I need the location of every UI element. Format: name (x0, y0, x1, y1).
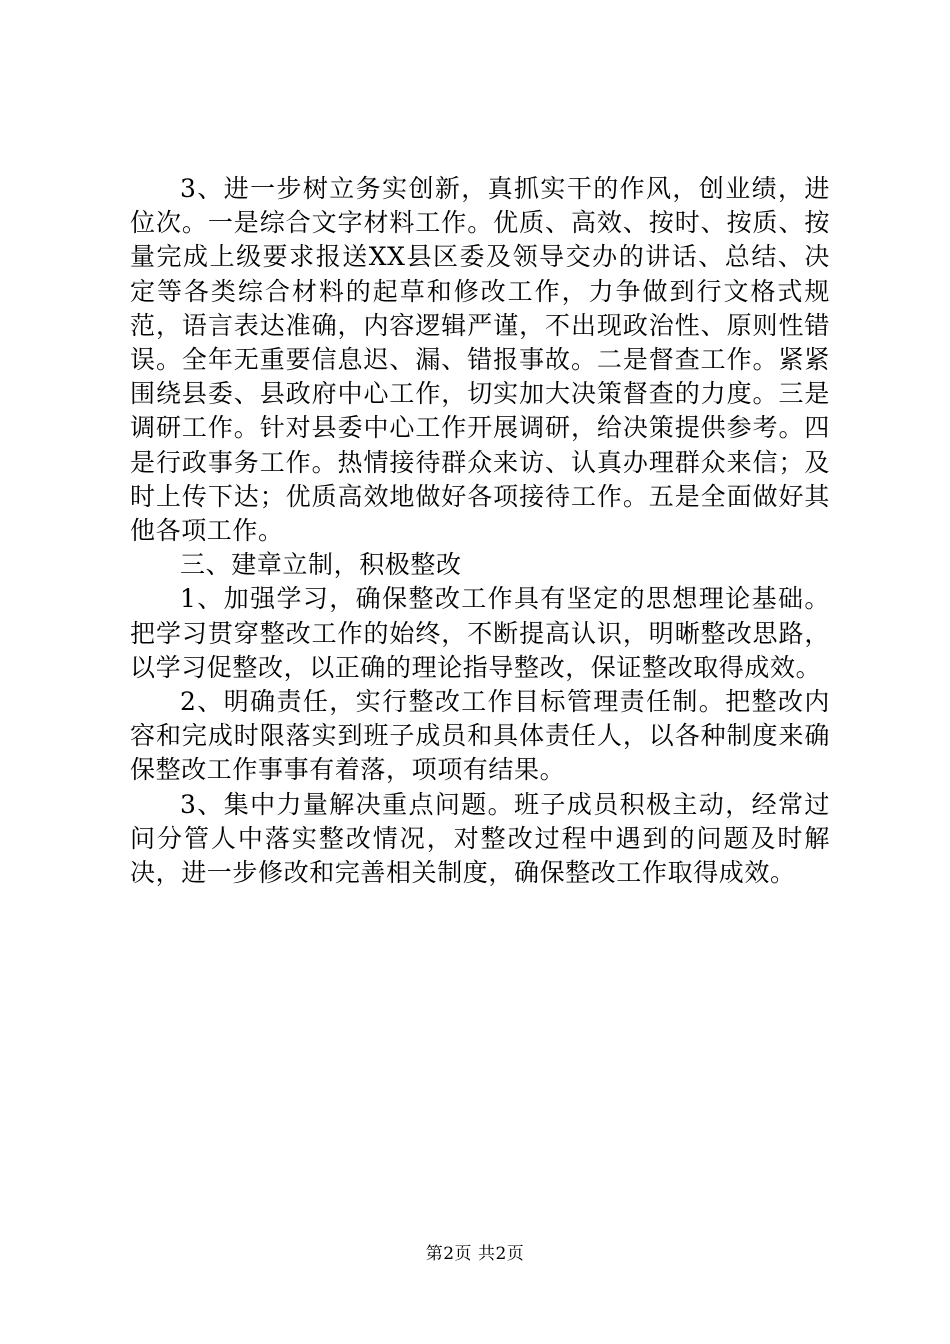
paragraph-key-issues: 3、集中力量解决重点问题。班子成员积极主动，经常过问分管人中落实整改情况，对整改过程中遇到的问题及时解决，进一步修改和完善相关制度，确保整改工作取得成效。 (130, 789, 830, 888)
page-indicator: 第2页 共2页 (425, 1244, 525, 1264)
document-body (130, 172, 830, 890)
section-heading: 三、建章立制，积极整改 (180, 550, 462, 580)
paragraph-study: 1、加强学习，确保整改工作具有坚定的思想理论基础。把学习贯穿整改工作的始终，不断提高认识，明晰整改思路，以学习促整改，以正确的理论指导整改，保证整改取得成效。 (130, 584, 830, 682)
paragraph-work-style: 3、进一步树立务实创新，真抓实干的作风，创业绩，进位次。一是综合文字材料工作。优质、高效、按时、按质、按量完成上级要求报送XX县区委及领导交办的讲话、总结、决定等各类综合材料的起草和修改工作，力争做到行文格式规范，语言表达准确，内容逻辑严谨，不出现政治性、原则性错误。全年无重要信息迟、漏、错报事故。二是督查工作。紧紧围绕县委、县政府中心工作，切实加大决策督查的力度。三是调研工作。针对县委中心工作开展调研，给决策提供参考。四是行政事务工作。热情接待群众来访、认真办理群众来信；及时上传下达；优质高效地做好各项接待工作。五是全面做好其他各项工作。 (130, 174, 830, 546)
page-footer (0, 1243, 950, 1265)
paragraph-responsibility: 2、明确责任，实行整改工作目标管理责任制。把整改内容和完成时限落实到班子成员和具体责任人，以各种制度来确保整改工作事事有着落，项项有结果。 (130, 687, 830, 785)
